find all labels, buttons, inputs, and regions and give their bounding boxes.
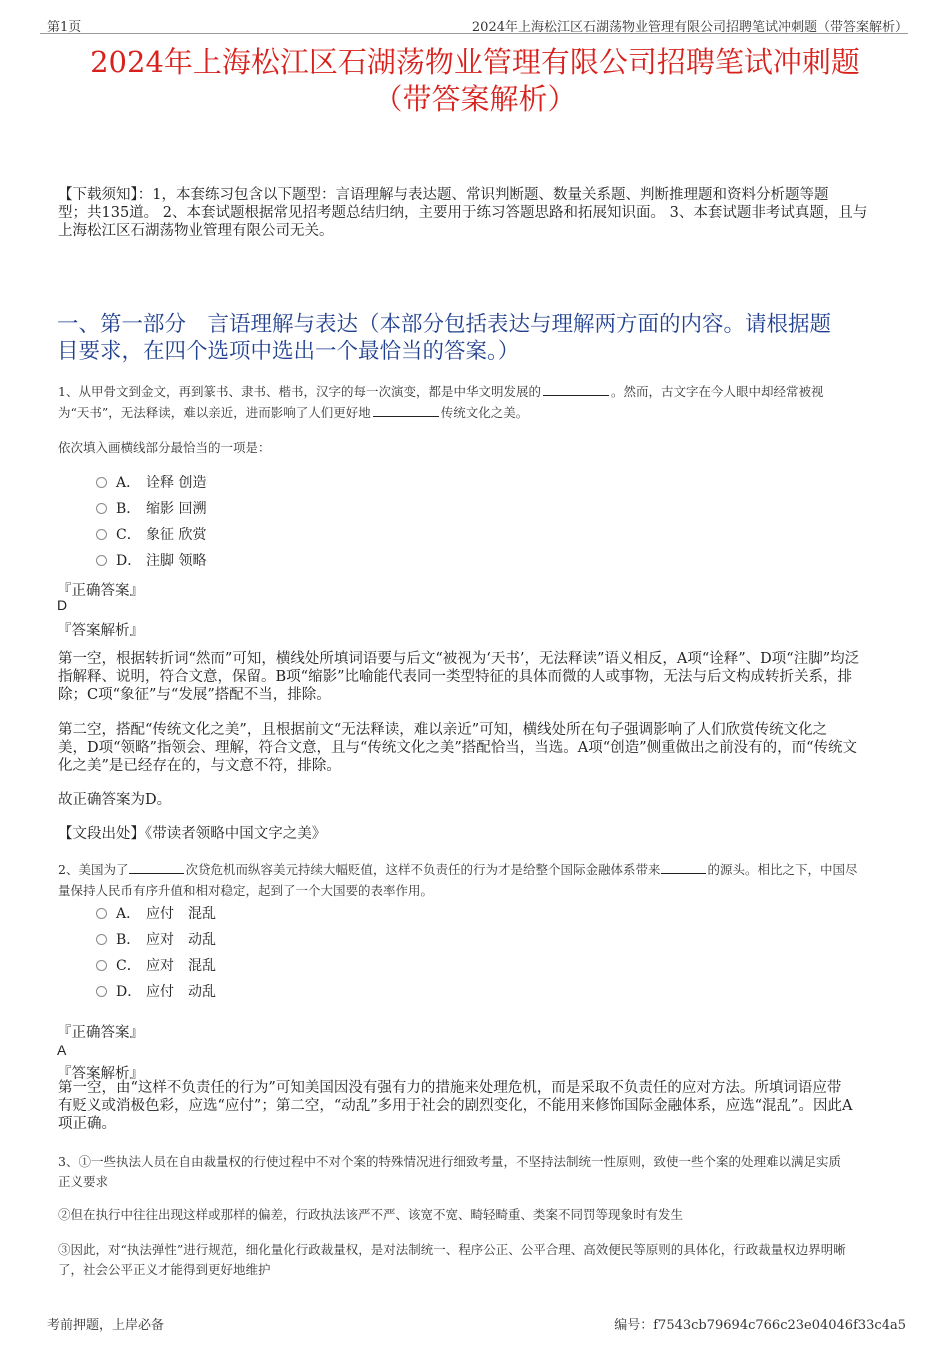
q2-option-d[interactable]: D． 应付 动乱 bbox=[96, 981, 216, 1001]
q1-option-d[interactable]: D． 注脚 领略 bbox=[96, 550, 206, 570]
notice-line-1: 【下载须知】：1，本套练习包含以下题型：言语理解与表达题、常识判断题、数量关系题、判断推理题和资料分析题等题 bbox=[58, 187, 829, 203]
q3-sentence-1-line-1: 3、①一些执法人员在自由裁量权的行使过程中不对个案的特殊情况进行细致考量，不坚持法制统一性原则，致使一些个案的处理难以满足实质 bbox=[58, 1154, 841, 1169]
radio-icon[interactable] bbox=[96, 503, 107, 514]
q2-option-b[interactable]: B． 应对 动乱 bbox=[96, 929, 216, 949]
q1-correct-label: 『正确答案』 bbox=[57, 583, 144, 599]
q1-prompt: 依次填入画横线部分最恰当的一项是： bbox=[58, 440, 271, 455]
q1-analysis-p1-line-3: 除；C项“象征”与“发展”搭配不当，排除。 bbox=[58, 687, 331, 703]
q2-correct-label: 『正确答案』 bbox=[57, 1025, 144, 1041]
radio-icon[interactable] bbox=[96, 960, 107, 971]
q1-stem-line-1: 1、从甲骨文到金文，再到篆书、隶书、楷书，汉字的每一次演变，都是中华文明发展的 。然而，古文字在今人眼中却经常被视 bbox=[58, 384, 824, 399]
q2-stem-line-1: 2、美国为了 次贷危机而纵容美元持续大幅贬值，这样不负责任的行为才是给整个国际金融体系带来 的源头。相比之下，中国尽 bbox=[58, 862, 858, 877]
q1-conclusion: 故正确答案为D。 bbox=[58, 792, 172, 808]
q1-answer: D bbox=[57, 597, 68, 613]
q1-option-b[interactable]: B． 缩影 回溯 bbox=[96, 498, 206, 518]
document-subtitle: （带答案解析） bbox=[373, 82, 577, 116]
footer-slogan: 考前押题，上岸必备 bbox=[47, 1318, 165, 1333]
running-header-title: 2024年上海松江区石湖荡物业管理有限公司招聘笔试冲刺题（带答案解析） bbox=[471, 20, 908, 35]
document-title: 2024年上海松江区石湖荡物业管理有限公司招聘笔试冲刺题 bbox=[90, 45, 860, 79]
q1-stem-line-2: 为“天书”，无法释读，难以亲近，进而影响了人们更好地 传统文化之美。 bbox=[58, 405, 529, 420]
q3-sentence-3-line-1: ③因此，对“执法弹性”进行规范，细化量化行政裁量权，是对法制统一、程序公正、公平合理、高效便民等原则的具体化，行政裁量权边界明晰 bbox=[58, 1242, 846, 1257]
section-heading-line-1: 一、第一部分 言语理解与表达（本部分包括表达与理解两方面的内容。请根据题 bbox=[57, 312, 832, 337]
radio-icon[interactable] bbox=[96, 934, 107, 945]
q2-option-a[interactable]: A． 应付 混乱 bbox=[96, 903, 216, 923]
radio-icon[interactable] bbox=[96, 477, 107, 488]
q2-blank-2 bbox=[661, 861, 706, 874]
radio-icon[interactable] bbox=[96, 529, 107, 540]
q2-analysis-line-3: 项正确。 bbox=[58, 1116, 116, 1132]
q1-blank-2 bbox=[373, 404, 439, 417]
q1-analysis-label: 『答案解析』 bbox=[57, 623, 144, 639]
q3-sentence-2: ②但在执行中往往出现这样或那样的偏差，行政执法该严不严、该宽不宽、畸轻畸重、类案不同罚等现象时有发生 bbox=[58, 1207, 684, 1222]
q2-analysis-label: 『答案解析』 bbox=[57, 1066, 144, 1082]
q1-option-c[interactable]: C． 象征 欣赏 bbox=[96, 524, 206, 544]
q1-analysis-p2-line-2: 美，D项“领略”指领会、理解，符合文意，且与“传统文化之美”搭配恰当，当选。A项“创造”侧重做出之前没有的，而“传统文 bbox=[58, 740, 857, 756]
q3-sentence-3-line-2: 了，社会公平正义才能得到更好地维护 bbox=[58, 1262, 271, 1277]
q1-option-a[interactable]: A． 诠释 创造 bbox=[96, 472, 206, 492]
q1-analysis-p2-line-1: 第二空，搭配“传统文化之美”，且根据前文“无法释读，难以亲近”可知，横线处所在句子强调影响了人们欣赏传统文化之 bbox=[58, 722, 828, 738]
q2-blank-1 bbox=[129, 861, 184, 874]
radio-icon[interactable] bbox=[96, 555, 107, 566]
q3-sentence-1-line-2: 正义要求 bbox=[58, 1174, 109, 1189]
q2-option-c[interactable]: C． 应对 混乱 bbox=[96, 955, 216, 975]
radio-icon[interactable] bbox=[96, 986, 107, 997]
q2-answer: A bbox=[57, 1042, 67, 1058]
q1-analysis-p1-line-2: 指解释、说明，符合文意，保留。B项“缩影”比喻能代表同一类型特征的具体而微的人或事物，无法与后文构成转折关系，排 bbox=[58, 669, 852, 685]
section-heading-line-2: 目要求，在四个选项中选出一个最恰当的答案。） bbox=[57, 339, 520, 364]
q1-analysis-p2-line-3: 化之美”是已经存在的，与文意不符，排除。 bbox=[58, 758, 341, 774]
q1-source: 【文段出处】《带读者领略中国文字之美》 bbox=[58, 826, 327, 842]
notice-line-3: 上海松江区石湖荡物业管理有限公司无关。 bbox=[58, 223, 334, 239]
q2-analysis-line-2: 有贬义或消极色彩，应选“应付”；第二空，“动乱”多用于社会的剧烈变化，不能用来修饰国际金融体系，应选“混乱”。因此A bbox=[58, 1098, 853, 1114]
header-divider bbox=[40, 33, 908, 34]
q2-stem-line-2: 量保持人民币有序升值和相对稳定，起到了一个大国要的表率作用。 bbox=[58, 883, 434, 898]
q1-analysis-p1-line-1: 第一空，根据转折词“然而”可知，横线处所填词语要与后文“被视为‘天书’，无法释读”语义相反，A项“诠释”、D项“注脚”均泛 bbox=[58, 651, 860, 667]
page-number: 第1页 bbox=[47, 20, 82, 35]
notice-line-2: 型；共135道。 2、本套试题根据常见招考题总结归纳，主要用于练习答题思路和拓展知识面。 3、本套试题非考试真题，且与 bbox=[58, 205, 868, 221]
q1-blank-1 bbox=[543, 383, 609, 396]
radio-icon[interactable] bbox=[96, 908, 107, 919]
footer-document-id: 编号：f7543cb79694c766c23e04046f33c4a5 bbox=[614, 1318, 906, 1333]
q2-analysis-line-1: 第一空，由“这样不负责任的行为”可知美国因没有强有力的措施来处理危机，而是采取不负责任的应对方法。所填词语应带 bbox=[58, 1080, 842, 1096]
